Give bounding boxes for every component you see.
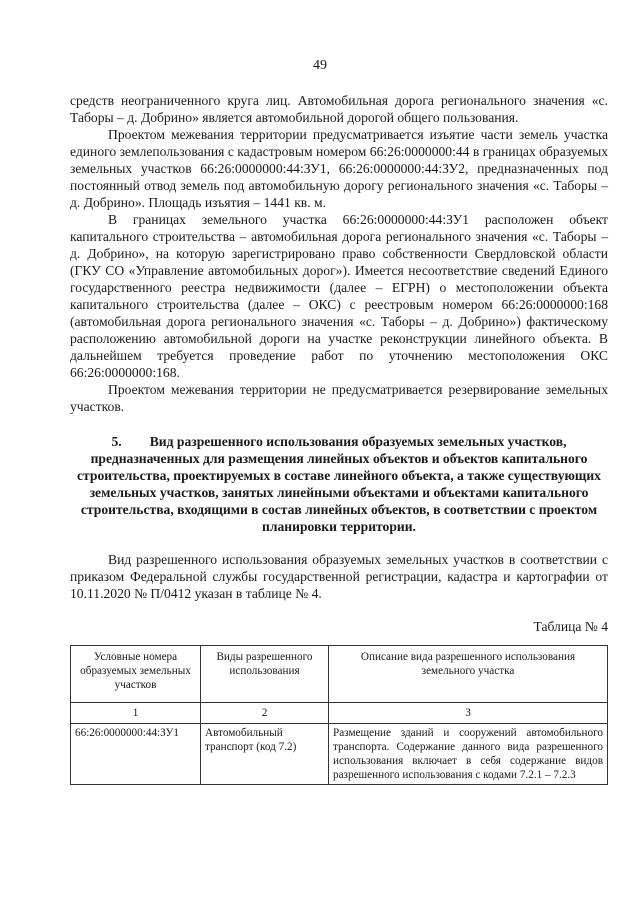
section-heading bbox=[70, 433, 608, 535]
column-number: 1 bbox=[71, 703, 201, 724]
paragraph: средств неограниченного круга лиц. Автомобильная дорога регионального значения «с. Таборы – д. Добрино» является автомобильной дорогой общего пользования. bbox=[70, 93, 608, 125]
permitted-use: Автомобильный транспорт (код 7.2) bbox=[201, 724, 329, 785]
column-number: 3 bbox=[329, 703, 608, 724]
paragraph: Вид разрешенного использования образуемых земельных участков в соответствии с приказом Федеральной службы государственной регистрации, кадастра и картографии от 10.11.2020 № П/0412 указан в таблице № 4. bbox=[70, 552, 608, 601]
use-description: Размещение зданий и сооружений автомобильного транспорта. Содержание данного вида разрешенного использования включает в себя содержание видов разрешенного использования с кодами 7.2.1 – 7.2.3 bbox=[329, 724, 608, 785]
table-header-cell: Виды разрешенного использования bbox=[201, 646, 329, 703]
table-caption: Таблица № 4 bbox=[533, 619, 608, 634]
table-header-cell: Описание вида разрешенного использования земельного участка bbox=[329, 646, 608, 703]
table-column-number-row bbox=[71, 703, 608, 724]
land-use-table bbox=[70, 645, 608, 785]
document-body bbox=[70, 92, 608, 785]
section-title: Вид разрешенного использования образуемых земельных участков, предназначенных для размещения линейных объектов и объектов капитального строительства, проектируемых в составе линейного объекта, а также существующих земельных участков, занятых линейными объектами и объектами капитального строительства, входящими в состав линейных объектов, в соответствии с проектом планировки территории. bbox=[77, 434, 601, 534]
paragraph: Проектом межевания территории предусматривается изъятие части земель участка единого землепользования с кадастровым номером 66:26:0000000:44 в границах образуемых земельных участков 66:26:0000000:44:ЗУ1, 66:26:0000000:44:ЗУ2, предназначенных под постоянный отвод земель под автомобильную дорогу регионального значения «с. Таборы – д. Добрино». Площадь изъятия – 1441 кв. м. bbox=[70, 127, 608, 210]
page-number: 49 bbox=[313, 58, 327, 73]
paragraph: Проектом межевания территории не предусматривается резервирование земельных участков. bbox=[70, 382, 608, 414]
land-plot-number: 66:26:0000000:44:ЗУ1 bbox=[71, 724, 201, 785]
section-number: 5. bbox=[111, 434, 122, 449]
table-header-cell: Условные номера образуемых земельных участков bbox=[71, 646, 201, 703]
paragraph: В границах земельного участка 66:26:0000000:44:ЗУ1 расположен объект капитального строительства – автомобильная дорога регионального значения «с. Таборы – д. Добрино», на которую зарегистрировано право собственности Свердловской области (ГКУ СО «Управление автомобильных дорог»). Имеется несоответствие сведений Единого государственного реестра недвижимости (далее – ЕГРН) о местоположении объекта капитального строительства (далее – ОКС) с реестровым номером 66:26:0000000:168 (автомобильная дорога регионального значения «с. Таборы – д. Добрино») фактическому расположению автомобильной дороги на участке реконструкции линейного объекта. В дальнейшем требуется проведение работ по уточнению местоположения ОКС 66:26:0000000:168. bbox=[70, 212, 608, 380]
column-number: 2 bbox=[201, 703, 329, 724]
table-row bbox=[71, 724, 608, 785]
table-header-row bbox=[71, 646, 608, 703]
